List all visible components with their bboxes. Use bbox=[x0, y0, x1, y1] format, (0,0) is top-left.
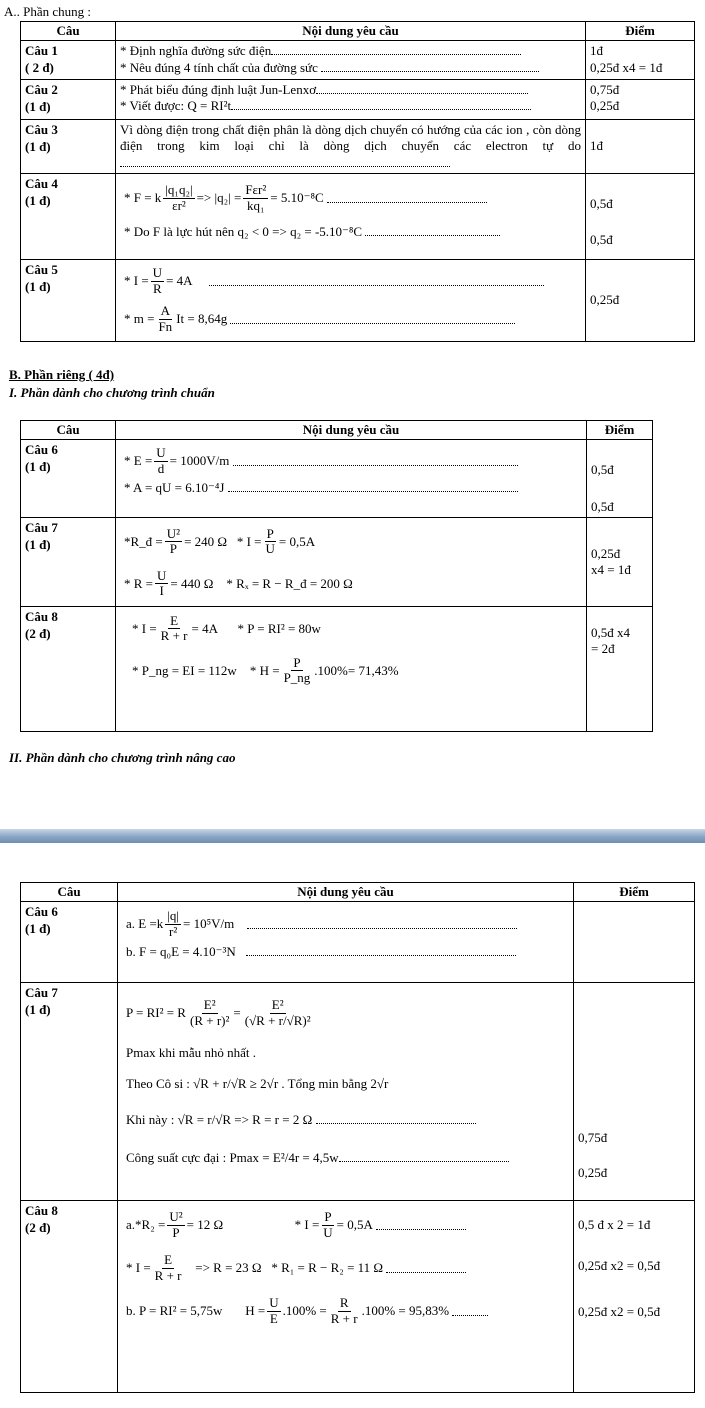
formula: * P_ng = EI = 112w * H = $\frac{P}{P\_ng}$ .100%= 71,43% bbox=[132, 654, 399, 686]
header-diem: Điểm bbox=[587, 421, 653, 440]
question-label: Câu 4 bbox=[25, 176, 58, 192]
table-row bbox=[21, 517, 653, 606]
score: 1đ bbox=[590, 43, 603, 59]
formula: * I = $\frac{E}{R + r}$ => R = 23 Ω * R₁ = R − R₂ = 11 Ω bbox=[122, 1247, 569, 1289]
question-points: (1 đ) bbox=[25, 98, 51, 114]
formula: *R_đ = $\frac{\text{U²}}{P}$ = 240 Ω * I = $\frac{P}{U}$ = 0,5A bbox=[124, 525, 316, 557]
score: 0,25đ bbox=[590, 98, 620, 114]
score: 0,75đ bbox=[578, 1130, 608, 1146]
content-line: Công suất cực đại : Pmax = E²/4r = 4,5w bbox=[122, 1150, 569, 1166]
table-section-a bbox=[20, 21, 695, 342]
question-label: Câu 6 bbox=[25, 904, 58, 920]
score: 0,5đ bbox=[591, 462, 614, 478]
page-separator bbox=[0, 829, 705, 843]
question-label: Câu 8 bbox=[25, 608, 58, 624]
header-noi-dung: Nội dung yêu cầu bbox=[118, 883, 574, 902]
table-row bbox=[21, 440, 653, 518]
question-points: (2 đ) bbox=[25, 625, 51, 641]
content-line: * Định nghĩa đường sức điện bbox=[120, 43, 581, 59]
score: 0,25đ bbox=[590, 292, 620, 308]
score: 0,5đ bbox=[590, 196, 613, 212]
header-cau: Câu bbox=[21, 22, 116, 41]
header-diem: Điểm bbox=[574, 883, 695, 902]
table-row bbox=[21, 1201, 695, 1393]
formula: b. P = RI² = 5,75w H = $\frac{U}{E}$ .100% = $\frac{R}{R + r}$ .100% = 95,83% bbox=[122, 1289, 569, 1333]
table-row bbox=[21, 174, 695, 260]
score: 0,5đ x4 bbox=[591, 624, 630, 640]
table-section-b bbox=[20, 420, 653, 732]
header-cau: Câu bbox=[21, 883, 118, 902]
score: 1đ bbox=[590, 138, 603, 154]
header-noi-dung: Nội dung yêu cầu bbox=[116, 421, 587, 440]
table-section-c bbox=[20, 882, 695, 1393]
formula: a. E =k $\frac{|q|}{\text{r²}}$ = 10⁵V/m bbox=[122, 904, 569, 944]
header-cau: Câu bbox=[21, 421, 116, 440]
question-points: (2 đ) bbox=[25, 1220, 51, 1236]
table-row bbox=[21, 41, 695, 80]
score: 0,25đ bbox=[578, 1164, 608, 1180]
content-line: b. F = q₀E = 4.10⁻³N bbox=[122, 944, 569, 960]
content-line: * Nêu đúng 4 tính chất của đường sức bbox=[120, 60, 581, 76]
table-row bbox=[21, 260, 695, 342]
question-label: Câu 1 bbox=[25, 43, 58, 59]
section-a-heading: A.. Phần chung : bbox=[4, 4, 92, 19]
score: 0,25đ x2 = 0,5đ bbox=[578, 1257, 661, 1273]
content-line: * Phát biểu đúng định luật Jun-Lenxơ bbox=[120, 82, 581, 98]
question-points: (1 đ) bbox=[25, 192, 51, 208]
formula: * E = $\frac{U}{d}$ = 1000V/m bbox=[120, 442, 582, 480]
question-label: Câu 7 bbox=[25, 985, 58, 1001]
content-text: Vì dòng điện trong chất điện phân là dòng dịch chuyển có hướng của các ion , còn dòng điện trong kim loại chỉ là dòng dịch chuyển các electron tự do bbox=[120, 122, 581, 154]
formula: * F = k $\frac{\text{|q₁q₂|}}{\text{εr²}}$ => |q₂| = $\frac{\text{Fεr²}}{\text{kq₁}}$ = 5.10⁻⁸C bbox=[120, 176, 581, 220]
question-label: Câu 5 bbox=[25, 262, 58, 278]
score: 0,5 đ x 2 = 1đ bbox=[578, 1217, 651, 1233]
question-points: ( 2 đ) bbox=[25, 60, 54, 76]
score: x4 = 1đ bbox=[591, 561, 631, 577]
header-diem: Điểm bbox=[586, 22, 695, 41]
score: = 2đ bbox=[591, 641, 615, 656]
content-line: Theo Cô si : √R + r/√R ≥ 2√r . Tổng min bằng 2√r bbox=[126, 1075, 389, 1091]
header-noi-dung: Nội dung yêu cầu bbox=[116, 22, 586, 41]
question-label: Câu 3 bbox=[25, 122, 58, 138]
score: 0,25đ bbox=[591, 545, 621, 561]
content-line: * A = qU = 6.10⁻⁴J bbox=[120, 480, 582, 496]
question-label: Câu 6 bbox=[25, 442, 58, 458]
section-b-subheading-2: II. Phần dành cho chương trình nâng cao bbox=[9, 750, 236, 765]
section-b-heading: B. Phần riêng ( 4đ) bbox=[9, 367, 115, 382]
formula: * I = $\frac{U}{R}$ = 4A bbox=[120, 262, 581, 300]
score: 0,25đ x4 = 1đ bbox=[590, 59, 663, 75]
table-row bbox=[21, 983, 695, 1201]
score: 0,75đ bbox=[590, 82, 620, 98]
table-row bbox=[21, 902, 695, 983]
formula: * R = $\frac{U}{I}$ = 440 Ω * Rₓ = R − R_đ = 200 Ω bbox=[124, 567, 353, 599]
content-line: Khi này : √R = r/√R => R = r = 2 Ω bbox=[122, 1112, 569, 1128]
question-points: (1 đ) bbox=[25, 138, 51, 154]
question-points: (1 đ) bbox=[25, 921, 51, 937]
table-row bbox=[21, 80, 695, 120]
question-points: (1 đ) bbox=[25, 1002, 51, 1018]
question-points: (1 đ) bbox=[25, 278, 51, 294]
formula: a.*R₂ = $\frac{\text{U²}}{P}$ = 12 Ω * I = $\frac{P}{U}$ = 0,5A bbox=[122, 1203, 569, 1247]
formula: * I = $\frac{E}{R + r}$ = 4A * P = RI² = 80w bbox=[132, 612, 321, 644]
section-b-subheading: I. Phần dành cho chương trình chuẩn bbox=[9, 385, 215, 400]
question-label: Câu 2 bbox=[25, 82, 58, 98]
table-row bbox=[21, 606, 653, 731]
score: 0,5đ bbox=[591, 498, 614, 514]
content-line: * Viết được: Q = RI²t bbox=[120, 98, 581, 114]
question-points: (1 đ) bbox=[25, 536, 51, 552]
question-label: Câu 7 bbox=[25, 519, 58, 535]
question-points: (1 đ) bbox=[25, 459, 51, 475]
content-line: * Do F là lực hút nên q₂ < 0 => q₂ = -5.10⁻⁸C bbox=[120, 224, 581, 240]
formula: P = RI² = R $\frac{\text{E²}}{\text{(R + r)²}}$ = $\frac{\text{E²}}{\text{(√R + r/√R)²}}$ bbox=[126, 997, 311, 1028]
content-line: Pmax khi mẫu nhỏ nhất . bbox=[126, 1045, 256, 1061]
table-row bbox=[21, 120, 695, 174]
formula: * m = $\frac{A}{Fn}$ It = 8,64g bbox=[120, 300, 581, 338]
question-label: Câu 8 bbox=[25, 1203, 58, 1219]
score: 0,25đ x2 = 0,5đ bbox=[578, 1303, 661, 1319]
score: 0,5đ bbox=[590, 232, 613, 248]
